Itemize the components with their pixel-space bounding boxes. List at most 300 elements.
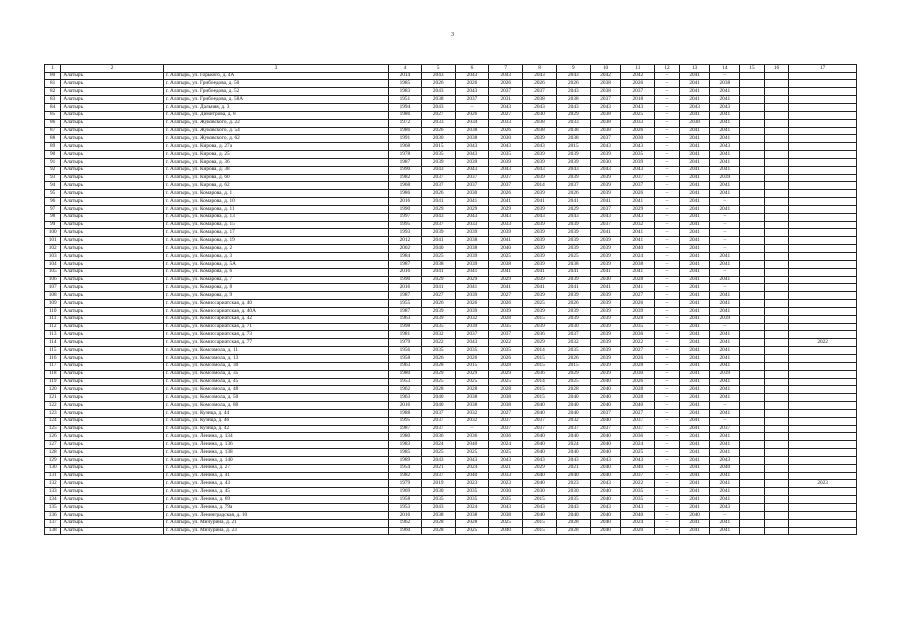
table-cell [740,480,765,488]
table-cell: 2023 [789,480,857,488]
table-cell [740,198,765,206]
table-cell: 2043 [523,504,557,512]
table-cell: 2038 [590,88,621,96]
table-cell [764,472,789,480]
table-row [45,205,857,213]
table-cell: 2040 [590,488,621,496]
table-cell: 2041 [710,527,740,535]
table-cell: 2039 [590,323,621,331]
table-cell: 2037 [621,88,655,96]
table-cell: 1985 [389,80,422,88]
table-cell: 1960 [389,527,422,535]
table-cell: 2043 [590,213,621,221]
table-cell [740,307,765,315]
table-cell: 2029 [556,370,590,378]
table-cell: 2040 [421,245,455,253]
table-cell [740,323,765,331]
table-cell: 2035 [556,496,590,504]
table-cell: 2015 [455,362,489,370]
table-cell: 2041 [679,213,710,221]
table-cell: Алатырь [61,315,163,323]
table-cell: 2038 [710,80,740,88]
table-cell: 1968 [389,143,422,151]
table-cell: 128 [45,449,61,457]
table-cell: 93 [45,174,61,182]
table-row [45,143,857,151]
table-cell: 2030 [523,488,557,496]
table-cell: 2041 [679,276,710,284]
table-cell [764,151,789,159]
table-cell: 2043 [556,88,590,96]
table-cell: 2015 [523,354,557,362]
table-cell: Алатырь [61,166,163,174]
table-cell: г. Алатырь, ул. Комарова, д. 6 [163,268,388,276]
table-cell: 86 [45,119,61,127]
table-cell: 1988 [389,409,422,417]
table-cell: 2024 [455,464,489,472]
table-cell [789,198,857,206]
table-cell: Алатырь [61,221,163,229]
table-cell: 1963 [389,394,422,402]
table-cell: 2026 [455,354,489,362]
table-cell: Алатырь [61,260,163,268]
table-cell: 2015 [556,362,590,370]
table-cell: 2039 [523,229,557,237]
table-cell: 2041 [710,480,740,488]
table-cell [764,464,789,472]
table-cell: 2026 [621,378,655,386]
table-cell: 2043 [455,213,489,221]
table-cell: Алатырь [61,292,163,300]
table-row [45,260,857,268]
table-cell [789,268,857,276]
data-table [44,64,857,535]
table-cell: 2029 [489,370,523,378]
table-cell: 2041 [679,347,710,355]
table-cell: 2043 [710,103,740,111]
table-cell: 2040 [679,511,710,519]
table-cell: 2024 [421,441,455,449]
table-cell: 2026 [556,354,590,362]
table-cell: 2036 [621,331,655,339]
table-cell [764,339,789,347]
column-number: 16 [764,65,789,73]
table-cell: – [655,221,680,229]
table-cell: 2038 [455,402,489,410]
table-row [45,511,857,519]
table-cell: 2038 [489,511,523,519]
table-cell: 1983 [389,88,422,96]
table-cell: 117 [45,362,61,370]
table-cell: 1998 [389,323,422,331]
table-cell: 2038 [489,394,523,402]
table-row [45,253,857,261]
table-cell [789,237,857,245]
table-cell [740,331,765,339]
table-row [45,331,857,339]
table-cell: 2026 [421,127,455,135]
table-cell: – [655,519,680,527]
table-cell: 2024 [489,441,523,449]
table-cell: 2040 [455,441,489,449]
table-cell: 2039 [421,307,455,315]
table-cell: 137 [45,519,61,527]
table-cell: Алатырь [61,119,163,127]
table-cell: 2041 [523,198,557,206]
table-cell [789,182,857,190]
table-cell [789,111,857,119]
table-cell: 2028 [421,386,455,394]
table-cell: 94 [45,182,61,190]
table-cell: 2041 [679,527,710,535]
table-cell [789,253,857,261]
table-cell: – [455,103,489,111]
table-cell: 1986 [389,127,422,135]
table-cell: – [655,300,680,308]
table-cell: 2041 [455,284,489,292]
table-cell: г. Алатырь, ул. Комсомола, д. 30 [163,362,388,370]
table-cell: 2043 [489,103,523,111]
table-cell: 2041 [679,472,710,480]
table-cell [740,472,765,480]
table-cell: Алатырь [61,307,163,315]
table-cell: 2037 [556,331,590,339]
table-cell: – [710,245,740,253]
table-cell: 2028 [489,315,523,323]
table-cell: 2039 [590,339,621,347]
table-cell: – [710,402,740,410]
table-cell: г. Алатырь, ул. Комиссариатская, д. 71 [163,323,388,331]
table-cell: 2027 [489,111,523,119]
table-cell: г. Алатырь, ул. Комарова, д. 2 [163,245,388,253]
table-cell: 2024 [455,504,489,512]
table-cell: 127 [45,441,61,449]
table-cell [764,135,789,143]
table-cell [764,229,789,237]
table-cell: 1987 [389,158,422,166]
table-cell: 2043 [421,456,455,464]
table-cell: 2039 [523,135,557,143]
table-cell: 2043 [421,103,455,111]
table-cell: 113 [45,331,61,339]
table-row [45,72,857,80]
table-cell: 2035 [455,347,489,355]
table-cell: г. Алатырь, ул. Комиссариатская, д. 40А [163,307,388,315]
table-cell: 2040 [523,441,557,449]
table-cell: 2038 [421,511,455,519]
table-cell: 2041 [421,268,455,276]
table-cell: – [655,456,680,464]
table-cell: – [655,198,680,206]
table-row [45,245,857,253]
table-cell: 2041 [679,488,710,496]
table-cell: 2038 [590,127,621,135]
table-cell: 2041 [679,386,710,394]
table-cell: 2041 [523,268,557,276]
table-cell: г. Алатырь, ул. Комарова, д. 17 [163,229,388,237]
table-cell: 2039 [455,158,489,166]
table-cell: – [655,127,680,135]
table-cell: 2041 [621,284,655,292]
table-cell: 2039 [590,331,621,339]
table-row [45,127,857,135]
table-cell: г. Алатырь, ул. Комарова, д. 1 [163,190,388,198]
table-cell: г. Алатырь, ул. Комсомола, д. 13 [163,354,388,362]
table-cell: 2031 [489,96,523,104]
table-cell [789,386,857,394]
table-cell [789,292,857,300]
table-cell: Алатырь [61,425,163,433]
column-number: 17 [789,65,857,73]
table-cell [740,488,765,496]
table-cell: 2026 [621,354,655,362]
table-cell: г. Алатырь, ул. Ленина, д. 69 [163,496,388,504]
table-cell [740,245,765,253]
table-cell [764,237,789,245]
table-cell [764,245,789,253]
table-cell: 2038 [489,402,523,410]
table-cell [764,174,789,182]
table-cell: 2039 [556,174,590,182]
table-cell: 2043 [455,88,489,96]
table-cell: – [655,182,680,190]
table-cell: г. Алатырь, ул. Жуковского, д. 22 [163,119,388,127]
table-cell: 2039 [455,260,489,268]
table-cell: – [655,143,680,151]
table-cell: – [655,433,680,441]
table-row [45,370,857,378]
table-cell: 2041 [679,402,710,410]
table-cell: Алатырь [61,103,163,111]
table-cell: 2041 [679,260,710,268]
table-row [45,315,857,323]
table-cell: 2041 [710,182,740,190]
table-cell: 2029 [621,205,655,213]
table-cell [740,276,765,284]
table-cell: 2041 [679,135,710,143]
table-cell: 2041 [710,488,740,496]
table-cell: 2043 [556,213,590,221]
table-cell: 2016 [389,268,422,276]
table-cell: 2043 [421,213,455,221]
table-cell [789,174,857,182]
table-cell: 111 [45,315,61,323]
table-cell: 2038 [489,260,523,268]
table-cell [740,96,765,104]
table-cell: 92 [45,166,61,174]
table-cell: 2039 [556,151,590,159]
table-cell: 2039 [590,237,621,245]
table-cell: 1951 [389,96,422,104]
table-cell: 2035 [621,488,655,496]
table-cell: 2030 [421,135,455,143]
table-cell: 82 [45,88,61,96]
table-row [45,417,857,425]
table-cell: 2015 [556,143,590,151]
table-cell: 2026 [556,300,590,308]
table-cell: 2028 [421,527,455,535]
table-cell: 2015 [523,496,557,504]
table-cell [740,237,765,245]
table-cell [740,464,765,472]
table-cell: г. Алатырь, ул. Грибоедова, д. 50 [163,80,388,88]
table-cell: 2040 [421,402,455,410]
table-cell: 2029 [455,370,489,378]
table-cell [789,527,857,535]
table-cell: 2039 [523,205,557,213]
table-cell [740,166,765,174]
table-cell [764,143,789,151]
table-cell: 2037 [421,409,455,417]
table-cell: – [655,245,680,253]
table-cell: 2040 [455,472,489,480]
table-cell: 2026 [621,127,655,135]
table-cell: 2039 [455,307,489,315]
table-cell [789,378,857,386]
table-cell: 2035 [455,488,489,496]
table-cell: – [655,260,680,268]
table-cell: 2029 [556,111,590,119]
table-row [45,488,857,496]
table-cell: 2043 [621,504,655,512]
table-cell: 2041 [489,237,523,245]
table-cell: 2035 [489,496,523,504]
table-cell: 2039 [556,307,590,315]
table-cell: 100 [45,229,61,237]
table-row [45,504,857,512]
table-cell: 2037 [621,417,655,425]
table-cell [764,449,789,457]
table-row [45,425,857,433]
table-cell: 2038 [679,119,710,127]
table-cell: г. Алатырь, ул. Жуковского, д. 54 [163,127,388,135]
table-cell: 2038 [455,127,489,135]
table-cell: 2025 [421,378,455,386]
table-cell: 138 [45,527,61,535]
table-cell: 2022 [421,339,455,347]
table-cell [740,347,765,355]
table-cell: 122 [45,402,61,410]
table-cell [740,174,765,182]
table-cell: Алатырь [61,339,163,347]
table-cell: 2026 [556,190,590,198]
table-cell: – [710,417,740,425]
table-cell: 2038 [455,245,489,253]
table-cell: г. Алатырь, ул. Комарова, д. 11 [163,205,388,213]
table-cell: г. Алатырь, ул. Ленина, д. 140 [163,456,388,464]
table-cell: 2043 [590,456,621,464]
table-cell: 2039 [590,362,621,370]
table-cell [740,362,765,370]
table-cell: 2043 [590,166,621,174]
table-cell: 2041 [590,198,621,206]
table-cell: г. Алатырь, ул. Кирова, д. 62 [163,182,388,190]
table-cell: 2043 [523,213,557,221]
table-cell: 134 [45,496,61,504]
table-cell: 2037 [489,417,523,425]
table-cell: 2038 [556,127,590,135]
table-cell: 2025 [489,253,523,261]
table-cell [764,158,789,166]
table-cell: 2030 [455,190,489,198]
table-cell: Алатырь [61,96,163,104]
table-cell: г. Алатырь, ул. Ленина, д. 138 [163,449,388,457]
table-cell: 2025 [621,449,655,457]
table-cell: 1990 [389,276,422,284]
table-cell: 2025 [455,449,489,457]
table-cell: 1987 [389,425,422,433]
table-cell: 135 [45,504,61,512]
table-cell [789,221,857,229]
table-cell: 2040 [489,245,523,253]
table-cell: 2027 [621,409,655,417]
table-cell [789,166,857,174]
table-cell: 2039 [523,221,557,229]
table-cell: 91 [45,158,61,166]
column-number: 1 [45,65,61,73]
table-cell: 2040 [556,409,590,417]
table-cell: 126 [45,433,61,441]
table-cell: 2018 [621,96,655,104]
table-cell: 102 [45,245,61,253]
table-cell: 2039 [523,245,557,253]
table-cell: 2040 [556,449,590,457]
table-cell: 2028 [621,386,655,394]
table-cell: 2015 [523,362,557,370]
table-cell: – [655,315,680,323]
table-cell: 2041 [621,268,655,276]
table-cell: 2026 [489,354,523,362]
table-cell: 2039 [710,370,740,378]
table-cell: 2029 [421,276,455,284]
table-row [45,402,857,410]
table-row [45,464,857,472]
table-cell: 2041 [556,198,590,206]
table-cell: 88 [45,135,61,143]
table-cell: 2039 [556,292,590,300]
table-cell: 2039 [590,307,621,315]
table-cell: 2040 [556,511,590,519]
table-cell: 2035 [421,496,455,504]
table-cell: 1980 [389,433,422,441]
table-cell [740,402,765,410]
table-cell: – [655,323,680,331]
table-row [45,292,857,300]
table-cell: г. Алатырь, ул. Ленина, д. 134 [163,433,388,441]
table-cell: г. Алатырь, ул. Кузнца, д. 42 [163,425,388,433]
table-cell [764,527,789,535]
table-cell: 2041 [679,205,710,213]
table-cell: 2028 [455,386,489,394]
table-cell: 2043 [590,143,621,151]
table-cell [764,260,789,268]
table-cell: 2036 [489,433,523,441]
table-cell: 2041 [710,151,740,159]
table-cell: 2016 [389,198,422,206]
table-cell: 2041 [710,441,740,449]
table-cell: 2027 [621,347,655,355]
table-cell [740,268,765,276]
table-cell: 2027 [621,292,655,300]
table-cell [789,394,857,402]
table-cell: 2012 [389,237,422,245]
table-cell: 2038 [455,237,489,245]
table-cell: 2039 [455,229,489,237]
table-cell [764,276,789,284]
table-cell: 2041 [710,496,740,504]
table-cell: 131 [45,472,61,480]
table-cell: 2037 [489,425,523,433]
